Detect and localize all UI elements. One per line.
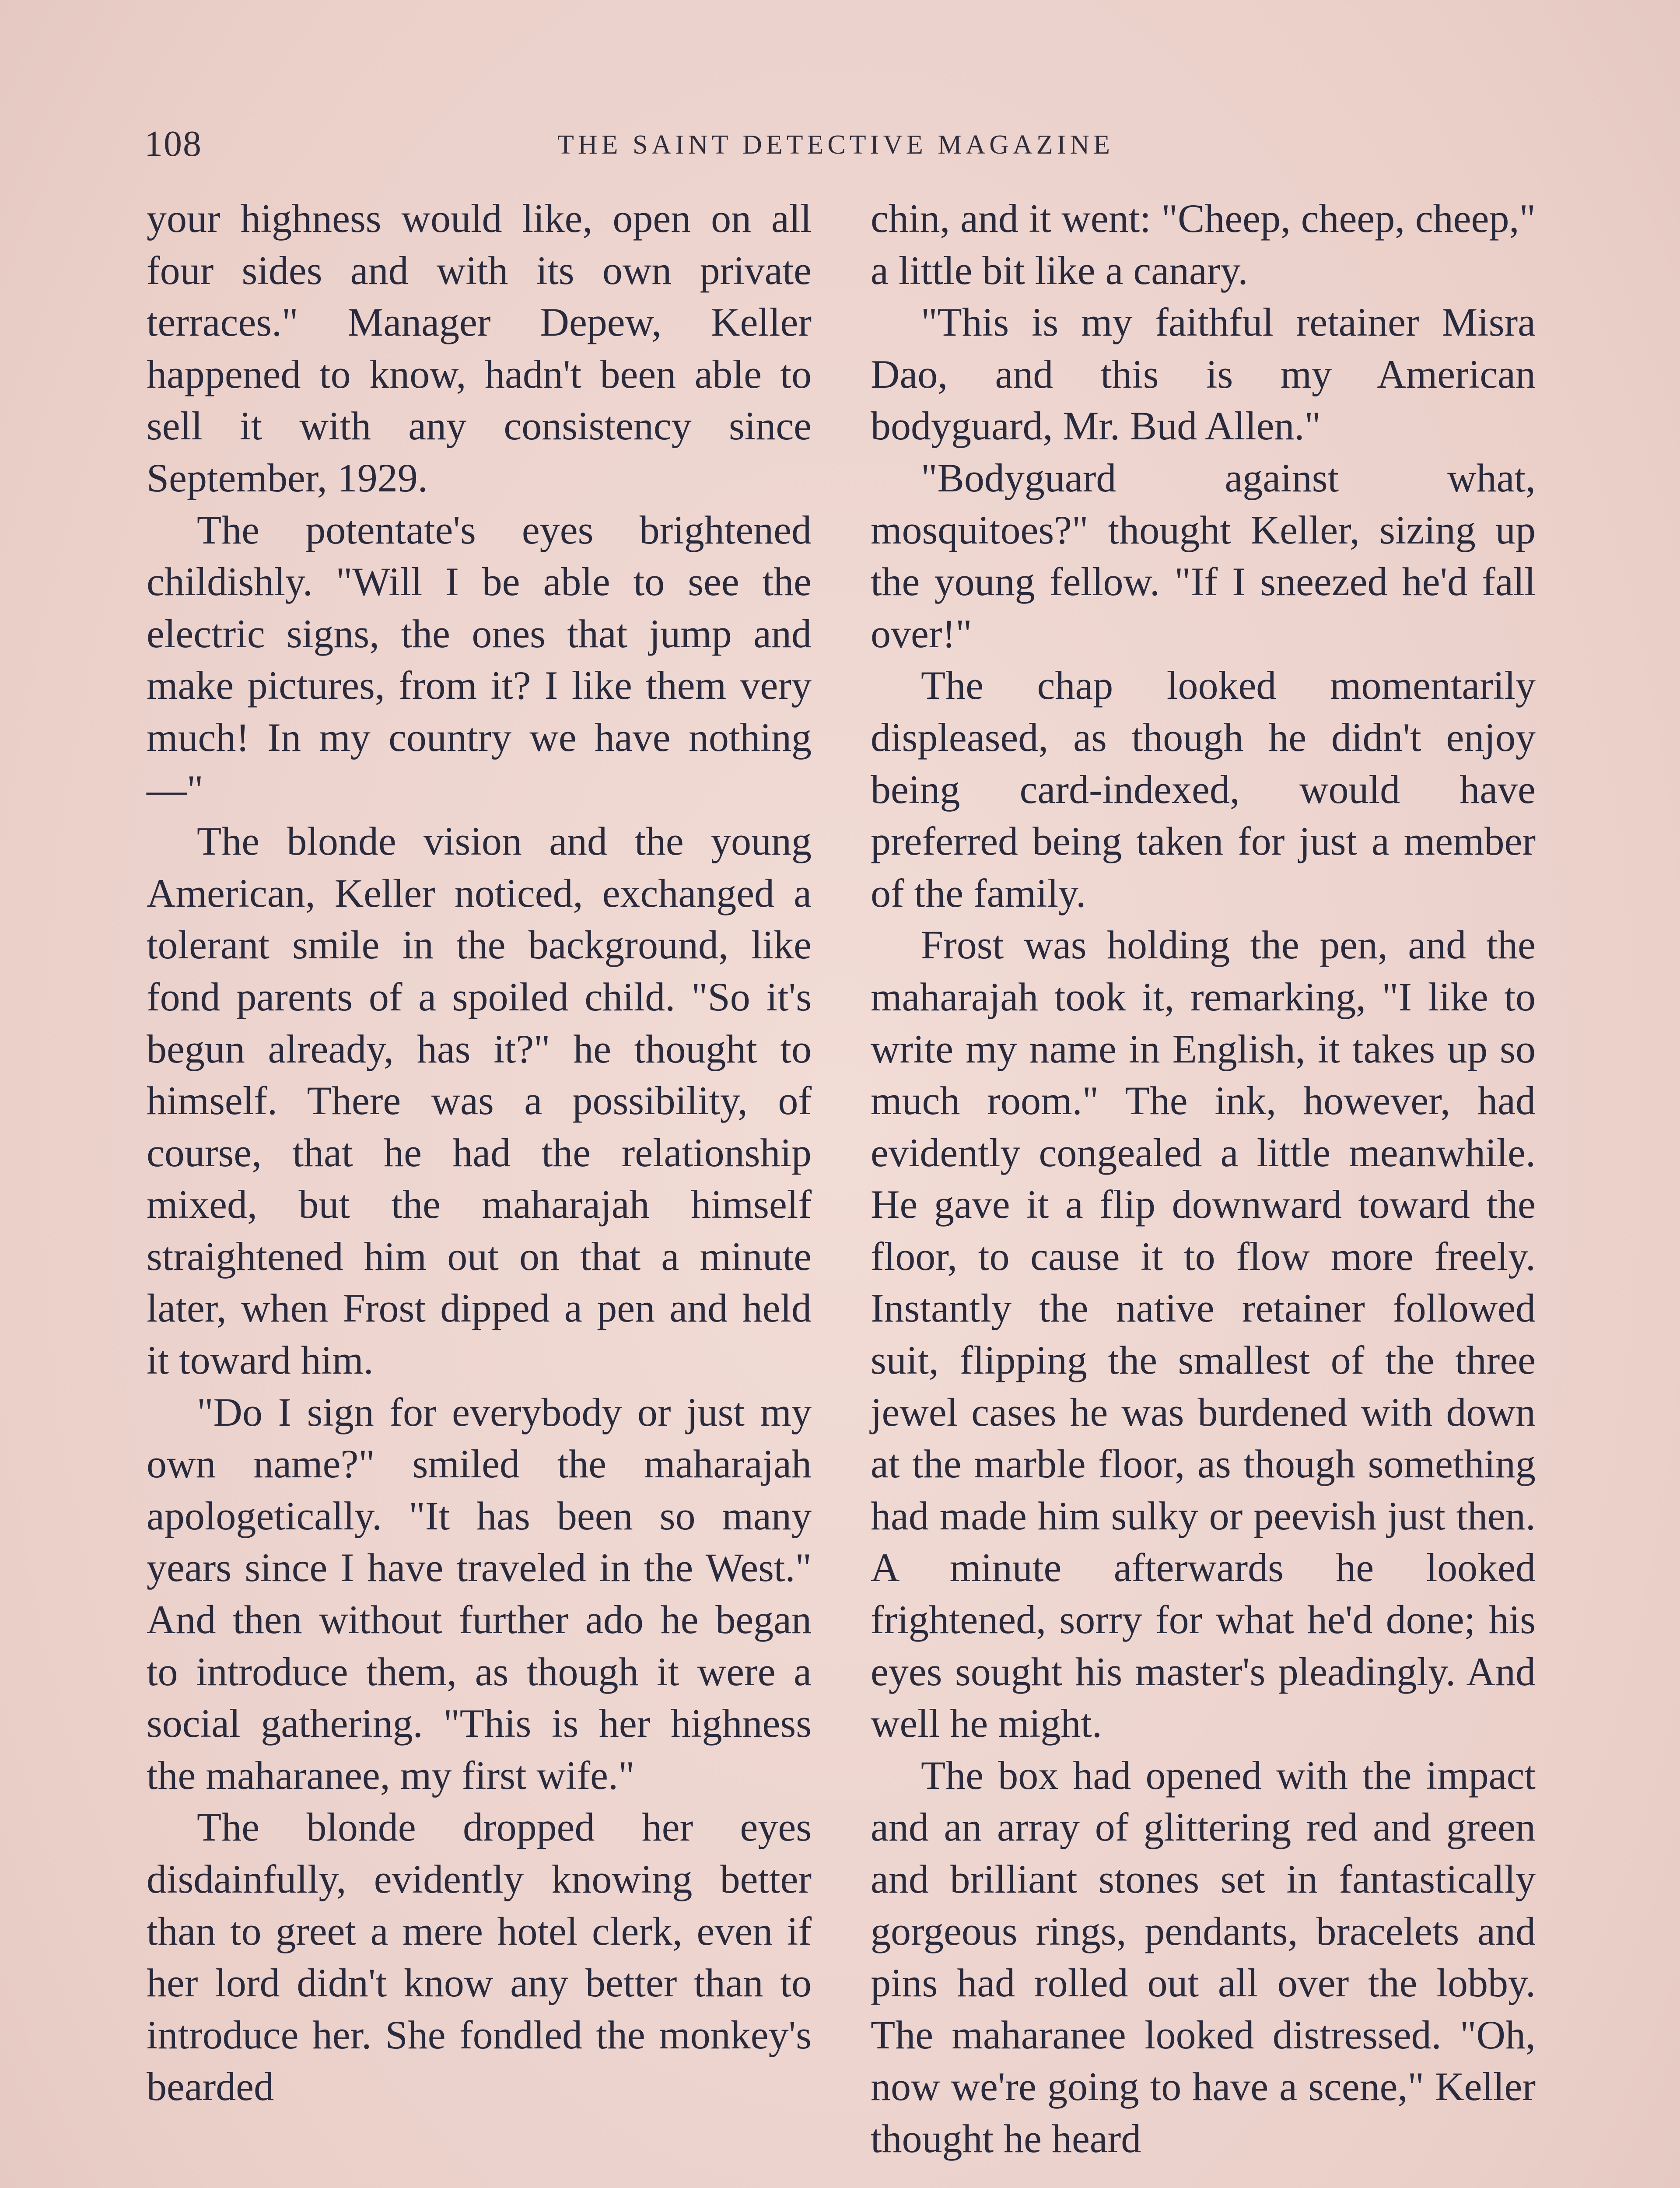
paragraph: your highness would like, open on all four sides and with its own private terraces." Manager Depew, Keller happened to know, hadn't been able to sell it with any consistency since September, 1929. — [147, 196, 812, 500]
paragraph: "Do I sign for everybody or just my own name?" smiled the maharajah apologetically. "It has been so many years since I have traveled in the West." And then without further ado he began to introduce them, as though it were a social gathering. "This is her highness the maharanee, my first wife." — [147, 1389, 812, 1798]
page-number: 108 — [144, 123, 202, 164]
running-head: THE SAINT DETECTIVE MAGAZINE — [557, 130, 1114, 160]
paragraph: The box had opened with the impact and an array of glittering red and green and brilliant stones set in fantastically gorgeous rings, pendants, bracelets and pins had rolled out all over the lobby. The maharanee looked distressed. "Oh, now we're going to have a scene," Keller thought he heard — [871, 1753, 1536, 2161]
paragraph: The blonde vision and the young American, Keller noticed, exchanged a tolerant smile in the background, like fond parents of a spoiled child. "So it's begun already, has it?" he thought to himself. There was a possibility, of course, that he had the relationship mixed, but the maharajah himself straightened him out on that a minute later, when Frost dipped a pen and held it toward him. — [147, 819, 812, 1383]
paragraph: "This is my faithful retainer Misra Dao, and this is my American bodyguard, Mr. Bud Allen." — [871, 300, 1536, 449]
paragraph: The blonde dropped her eyes disdainfully, evidently knowing better than to greet a mere hotel clerk, even if her lord didn't know any better than to introduce her. She fondled the monkey's bearded — [147, 1805, 812, 2109]
paragraph: The chap looked momentarily displeased, as though he didn't enjoy being card-indexed, would have preferred being taken for just a member of the family. — [871, 663, 1536, 915]
left-column — [147, 193, 812, 2113]
paragraph: chin, and it went: "Cheep, cheep, cheep," a little bit like a canary. — [871, 196, 1536, 293]
paragraph: The potentate's eyes brightened childishly. "Will I be able to see the electric signs, the ones that jump and make pictures, from it? I like them very much! In my country we have nothing—" — [147, 507, 812, 812]
right-column — [871, 193, 1536, 2165]
paragraph: Frost was holding the pen, and the maharajah took it, remarking, "I like to write my name in English, it takes up so much room." The ink, however, had evidently congealed a little meanwhile. He gave it a flip downward toward the floor, to cause it to flow more freely. Instantly the native retainer followed suit, flipping the smallest of the three jewel cases he was burdened with down at the marble floor, as though something had made him sulky or peevish just then. A minute afterwards he looked frightened, sorry for what he'd done; his eyes sought his master's pleadingly. And well he might. — [871, 922, 1536, 1746]
page-header — [144, 118, 1527, 175]
paragraph: "Bodyguard against what, mosquitoes?" thought Keller, sizing up the young fellow. "If I sneezed he'd fall over!" — [871, 455, 1536, 656]
